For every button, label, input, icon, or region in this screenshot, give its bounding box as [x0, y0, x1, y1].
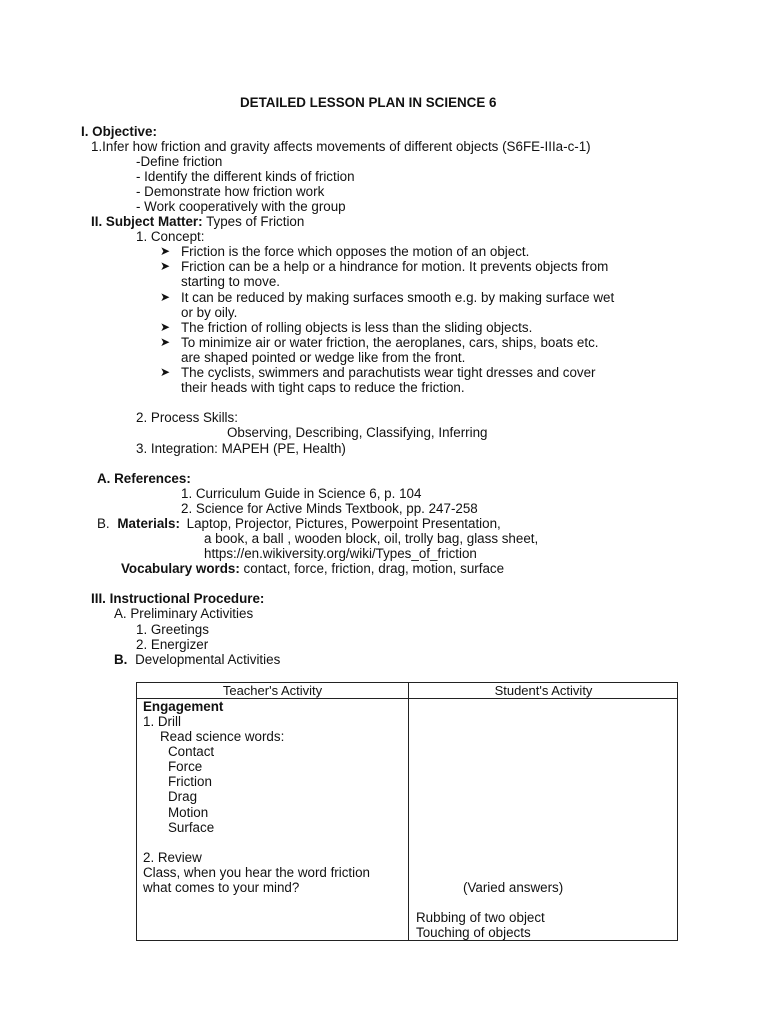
table-header-student: Student's Activity [494, 683, 593, 698]
objective-item: - Identify the different kinds of friction [136, 169, 355, 184]
concept-item: The friction of rolling objects is less than the sliding objects. [181, 320, 533, 335]
review-question-cont: what comes to your mind? [143, 880, 300, 895]
arrow-bullet-icon: ➤ [160, 290, 171, 304]
read-words-label: Read science words: [160, 729, 285, 744]
reference-item: 1. Curriculum Guide in Science 6, p. 104 [181, 486, 422, 501]
process-label: 2. Process Skills: [136, 410, 238, 425]
objective-heading: I. Objective: [81, 124, 157, 139]
developmental-prefix: B. [114, 652, 128, 667]
review-label: 2. Review [143, 850, 202, 865]
vocabulary-line [121, 561, 504, 576]
table-column-divider [408, 683, 409, 940]
arrow-bullet-icon: ➤ [160, 244, 171, 258]
materials-prefix: B. [97, 516, 110, 531]
subject-matter [91, 214, 304, 229]
preliminary-item: 1. Greetings [136, 622, 209, 637]
review-question: Class, when you hear the word friction [143, 865, 371, 880]
concept-item-cont: starting to move. [181, 274, 280, 289]
concept-item: Friction can be a help or a hindrance for motion. It prevents objects from [181, 259, 609, 274]
procedure-heading: III. Instructional Procedure: [91, 591, 265, 606]
science-word: Friction [168, 774, 212, 789]
developmental-label: Developmental Activities [135, 652, 281, 667]
arrow-bullet-icon: ➤ [160, 320, 171, 334]
concept-item: To minimize air or water friction, the aeroplanes, cars, ships, boats etc. [181, 335, 599, 350]
engagement-label: Engagement [143, 699, 224, 714]
concept-item-cont: their heads with tight caps to reduce the friction. [181, 380, 465, 395]
table-header-teacher: Teacher's Activity [222, 683, 323, 698]
activity-table [136, 682, 678, 941]
science-word: Drag [168, 789, 198, 804]
developmental-line [114, 652, 280, 667]
subject-heading: II. Subject Matter: [91, 214, 203, 229]
objective-main: 1.Infer how friction and gravity affects movements of different objects (S6FE-IIIa-c-1) [91, 139, 591, 154]
concept-item-cont: are shaped pointed or wedge like from the front. [181, 350, 466, 365]
materials-value-cont: a book, a ball , wooden block, oil, trolly bag, glass sheet, [204, 531, 539, 546]
objective-item: - Demonstrate how friction work [136, 184, 325, 199]
integration: 3. Integration: MAPEH (PE, Health) [136, 441, 346, 456]
science-word: Contact [168, 744, 215, 759]
science-word: Surface [168, 820, 215, 835]
science-word: Force [168, 759, 203, 774]
drill-label: 1. Drill [143, 714, 181, 729]
concept-item-cont: or by oily. [181, 305, 238, 320]
subject-value: Types of Friction [206, 214, 305, 229]
references-heading: A. References: [97, 471, 191, 486]
varied-answers: (Varied answers) [463, 880, 564, 895]
materials-label: Materials: [117, 516, 180, 531]
page-title: DETAILED LESSON PLAN IN SCIENCE 6 [240, 95, 497, 110]
materials-value: Laptop, Projector, Pictures, Powerpoint Presentation, [186, 516, 501, 531]
materials-link: https://en.wikiversity.org/wiki/Types_of_friction [204, 546, 477, 561]
science-word: Motion [168, 805, 209, 820]
preliminary-heading: A. Preliminary Activities [114, 606, 254, 621]
arrow-bullet-icon: ➤ [160, 259, 171, 273]
vocabulary-value: contact, force, friction, drag, motion, surface [243, 561, 505, 576]
process-value: Observing, Describing, Classifying, Inferring [227, 425, 488, 440]
preliminary-item: 2. Energizer [136, 637, 209, 652]
concept-label: 1. Concept: [136, 229, 205, 244]
student-answer: Touching of objects [416, 925, 531, 940]
vocabulary-label: Vocabulary words: [121, 561, 240, 576]
arrow-bullet-icon: ➤ [160, 335, 171, 349]
concept-item: Friction is the force which opposes the motion of an object. [181, 244, 530, 259]
objective-item: -Define friction [136, 154, 223, 169]
concept-item: The cyclists, swimmers and parachutists wear tight dresses and cover [181, 365, 596, 380]
arrow-bullet-icon: ➤ [160, 365, 171, 379]
student-answer: Rubbing of two object [416, 910, 545, 925]
reference-item: 2. Science for Active Minds Textbook, pp. 247-258 [181, 501, 478, 516]
concept-item: It can be reduced by making surfaces smooth e.g. by making surface wet [181, 290, 615, 305]
objective-item: - Work cooperatively with the group [136, 199, 346, 214]
materials-line [97, 516, 501, 531]
